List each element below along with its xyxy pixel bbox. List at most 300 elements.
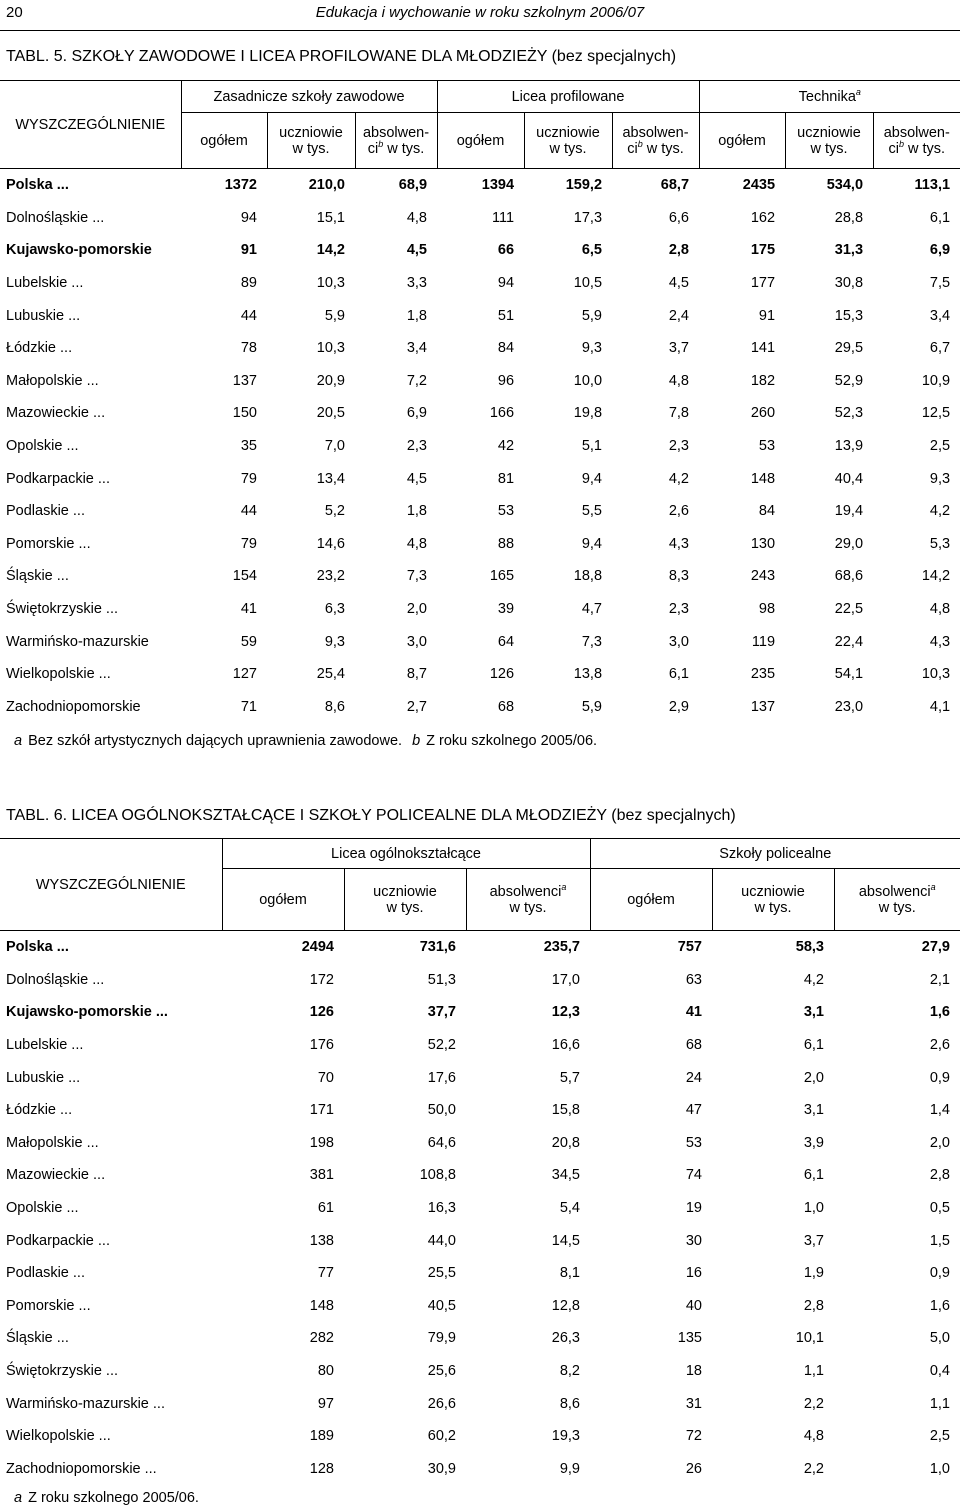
table-cell: 26,3 <box>551 1330 580 1347</box>
table-cell: 111 <box>491 209 515 226</box>
col-students: uczniowie w tys. <box>712 869 834 931</box>
table-cell: 31,3 <box>834 242 864 259</box>
table-cell: 6,1 <box>929 209 951 226</box>
table-cell: 81 <box>497 470 515 487</box>
table-cell: 1,6 <box>929 1297 950 1314</box>
col-total: ogółem <box>222 869 344 931</box>
table-cell: 68 <box>685 1037 702 1054</box>
table-cell: 10,1 <box>795 1330 824 1347</box>
table-cell: 10,9 <box>921 372 951 389</box>
region-name: Śląskie ... <box>6 568 69 585</box>
table-cell: 24 <box>685 1069 702 1086</box>
table-cell: 79 <box>240 470 257 487</box>
table-cell: 84 <box>758 503 776 520</box>
table-row <box>0 1453 960 1486</box>
table6-stub-header: WYSZCZEGÓLNIENIE <box>0 839 222 931</box>
table-cell: 4,8 <box>406 535 428 552</box>
table-cell: 44 <box>240 307 257 324</box>
table-cell: 26,6 <box>427 1395 456 1412</box>
table-cell: 189 <box>309 1428 334 1445</box>
table-cell: 4,7 <box>581 601 603 618</box>
region-name: Podkarpackie ... <box>6 470 110 487</box>
table-cell: 52,2 <box>427 1037 456 1054</box>
table-cell: 8,7 <box>406 666 428 683</box>
table-cell: 9,4 <box>581 470 603 487</box>
region-name: Dolnośląskie ... <box>6 209 105 226</box>
table6-body <box>0 931 960 1486</box>
table-cell: 34,5 <box>551 1167 580 1184</box>
table-cell: 51,3 <box>427 971 456 988</box>
table-cell: 19,3 <box>551 1428 580 1445</box>
table-row <box>0 495 960 528</box>
table-cell: 1,8 <box>406 307 428 324</box>
table-cell: 44,0 <box>427 1232 456 1249</box>
table-cell: 2435 <box>742 177 776 194</box>
table5-stub-header: WYSZCZEGÓLNIENIE <box>0 81 181 169</box>
table-cell: 159,2 <box>565 177 603 194</box>
table-row <box>0 996 960 1029</box>
table-cell: 63 <box>685 971 702 988</box>
table-row <box>0 169 960 202</box>
table-row <box>0 1322 960 1355</box>
table-cell: 15,8 <box>551 1102 580 1119</box>
table-cell: 89 <box>240 275 257 292</box>
footnote-a-text: Bez szkół artystycznych dających uprawnienia zawodowe. <box>28 733 403 749</box>
table6-group-general-lyceums: Licea ogólnokształcące <box>222 839 590 869</box>
table-cell: 13,4 <box>316 470 345 487</box>
table-cell: 14,6 <box>316 535 345 552</box>
table5 <box>0 80 960 723</box>
table-cell: 40,4 <box>834 470 864 487</box>
table-row <box>0 1355 960 1388</box>
table-cell: 7,3 <box>581 633 603 650</box>
region-name: Pomorskie ... <box>6 535 91 552</box>
table-row <box>0 625 960 658</box>
table-cell: 91 <box>240 242 257 259</box>
table-cell: 8,6 <box>324 698 345 715</box>
table-cell: 235,7 <box>543 939 580 956</box>
table-cell: 16 <box>685 1265 702 1282</box>
table-cell: 1,1 <box>803 1363 824 1380</box>
table-row <box>0 560 960 593</box>
table-cell: 18,8 <box>573 568 603 585</box>
table-cell: 4,2 <box>803 971 824 988</box>
table-cell: 126 <box>489 666 515 683</box>
table-row <box>0 691 960 724</box>
table-cell: 1,1 <box>929 1395 950 1412</box>
region-name: Łódzkie ... <box>6 1102 73 1119</box>
col-total: ogółem <box>181 113 267 169</box>
table-cell: 28,8 <box>834 209 864 226</box>
table-row <box>0 202 960 235</box>
table-cell: 4,5 <box>668 275 690 292</box>
table-cell: 52,3 <box>834 405 864 422</box>
col-total: ogółem <box>437 113 524 169</box>
table-cell: 9,3 <box>324 633 345 650</box>
table-cell: 4,8 <box>406 209 428 226</box>
footnote-marker: a <box>855 86 861 97</box>
table-cell: 1372 <box>224 177 257 194</box>
region-name: Lubelskie ... <box>6 275 84 292</box>
table-cell: 19,8 <box>573 405 603 422</box>
table-cell: 4,1 <box>929 698 951 715</box>
table-row <box>0 1159 960 1192</box>
table-cell: 108,8 <box>419 1167 456 1184</box>
table-cell: 26 <box>685 1460 702 1477</box>
table-cell: 98 <box>758 601 776 618</box>
table-cell: 31 <box>685 1395 702 1412</box>
table-cell: 243 <box>750 568 776 585</box>
table-cell: 154 <box>232 568 257 585</box>
table-row <box>0 1029 960 1062</box>
table-cell: 0,4 <box>929 1363 950 1380</box>
region-name: Wielkopolskie ... <box>6 1428 111 1445</box>
region-name: Kujawsko-pomorskie <box>6 242 152 259</box>
table-cell: 1,8 <box>406 503 428 520</box>
table-row <box>0 365 960 398</box>
table-cell: 79 <box>240 535 257 552</box>
table-cell: 17,0 <box>551 971 580 988</box>
table-cell: 13,8 <box>573 666 603 683</box>
col-students: uczniowie w tys. <box>524 113 612 169</box>
table-cell: 30,8 <box>834 275 864 292</box>
table-cell: 172 <box>309 971 334 988</box>
footnote-b-text: Z roku szkolnego 2005/06. <box>426 733 598 749</box>
table-cell: 4,8 <box>929 601 951 618</box>
table-cell: 6,1 <box>668 666 690 683</box>
table-cell: 4,2 <box>929 503 951 520</box>
table-cell: 14,5 <box>551 1232 580 1249</box>
region-name: Kujawsko-pomorskie ... <box>6 1004 168 1021</box>
table-cell: 3,1 <box>803 1102 824 1119</box>
table-cell: 138 <box>309 1232 334 1249</box>
table-cell: 80 <box>317 1363 334 1380</box>
table-row <box>0 234 960 267</box>
table-cell: 6,5 <box>581 242 603 259</box>
table-cell: 52,9 <box>834 372 864 389</box>
region-name: Polska ... <box>6 177 69 194</box>
table-cell: 53 <box>497 503 515 520</box>
col-graduates: absolwenci$^a$ w tys. <box>466 869 590 931</box>
table-cell: 41 <box>685 1004 702 1021</box>
table-cell: 12,8 <box>551 1297 580 1314</box>
table-cell: 2,0 <box>803 1069 824 1086</box>
col-total: ogółem <box>590 869 712 931</box>
table-cell: 6,9 <box>406 405 428 422</box>
table-cell: 0,5 <box>929 1200 950 1217</box>
table-cell: 10,3 <box>316 340 345 357</box>
table-cell: 9,4 <box>581 535 603 552</box>
col-graduates: absolwen- $ci^b$ w tys. <box>355 113 437 169</box>
table-row <box>0 430 960 463</box>
footnote-a-text: Z roku szkolnego 2005/06. <box>28 1490 199 1506</box>
region-name: Dolnośląskie ... <box>6 971 105 988</box>
table-cell: 1,9 <box>803 1265 824 1282</box>
table-cell: 91 <box>758 307 776 324</box>
table-cell: 137 <box>232 372 257 389</box>
table-cell: 1,6 <box>929 1004 950 1021</box>
table-cell: 20,8 <box>551 1134 580 1151</box>
table-cell: 58,3 <box>795 939 824 956</box>
region-name: Zachodniopomorskie <box>6 698 141 715</box>
table-row <box>0 332 960 365</box>
table-cell: 141 <box>750 340 776 357</box>
table-cell: 6,7 <box>929 340 951 357</box>
table-cell: 66 <box>497 242 515 259</box>
region-name: Świętokrzyskie ... <box>6 1363 118 1380</box>
table-cell: 9,9 <box>559 1460 580 1477</box>
col-graduates: absolwen- $ci^b$ w tys. <box>612 113 699 169</box>
table-cell: 7,3 <box>406 568 428 585</box>
table-cell: 14,2 <box>316 242 345 259</box>
table-row <box>0 1257 960 1290</box>
table-cell: 25,4 <box>316 666 345 683</box>
table-cell: 15,1 <box>316 209 345 226</box>
table-cell: 5,9 <box>581 698 603 715</box>
region-name: Zachodniopomorskie ... <box>6 1460 157 1477</box>
table-cell: 5,4 <box>559 1200 580 1217</box>
table-row <box>0 267 960 300</box>
region-name: Podlaskie ... <box>6 1265 85 1282</box>
table-cell: 2,8 <box>929 1167 950 1184</box>
table-row <box>0 658 960 691</box>
table-cell: 165 <box>489 568 515 585</box>
footnote-a-mark: a <box>14 733 23 749</box>
table-cell: 23,0 <box>834 698 864 715</box>
table-cell: 2,6 <box>929 1037 950 1054</box>
table-cell: 757 <box>677 939 702 956</box>
table-cell: 61 <box>317 1200 334 1217</box>
table-cell: 29,0 <box>834 535 864 552</box>
table-cell: 94 <box>497 275 515 292</box>
table-cell: 6,3 <box>324 601 345 618</box>
table-cell: 78 <box>240 340 257 357</box>
table-cell: 1394 <box>481 177 515 194</box>
region-name: Wielkopolskie ... <box>6 666 111 683</box>
table-row <box>0 1290 960 1323</box>
table5-group-vocational: Zasadnicze szkoły zawodowe <box>181 81 437 113</box>
table-cell: 1,5 <box>929 1232 950 1249</box>
table-cell: 17,6 <box>427 1069 456 1086</box>
table-cell: 6,9 <box>929 242 951 259</box>
table-row <box>0 1224 960 1257</box>
table-cell: 6,1 <box>803 1037 824 1054</box>
table-cell: 68,7 <box>660 177 690 194</box>
table-cell: 8,1 <box>559 1265 580 1282</box>
col-graduates: absolwenci$^a$ w tys. <box>834 869 960 931</box>
region-name: Lubuskie ... <box>6 1069 81 1086</box>
table-cell: 68,9 <box>398 177 428 194</box>
table-cell: 282 <box>309 1330 334 1347</box>
table5-group-technical: Technika$^a$ <box>699 81 960 113</box>
table-cell: 150 <box>232 405 257 422</box>
table5-title: TABL. 5. SZKOŁY ZAWODOWE I LICEA PROFILOWANE DLA MŁODZIEŻY (bez specjalnych) <box>6 48 677 65</box>
table-cell: 10,5 <box>573 275 603 292</box>
table-row <box>0 299 960 332</box>
table-cell: 47 <box>685 1102 702 1119</box>
table-cell: 2,1 <box>929 971 950 988</box>
region-name: Świętokrzyskie ... <box>6 601 118 618</box>
table-cell: 5,9 <box>581 307 603 324</box>
col-students: uczniowie w tys. <box>785 113 873 169</box>
table-row <box>0 593 960 626</box>
table-cell: 0,9 <box>929 1265 950 1282</box>
table-cell: 19 <box>685 1200 702 1217</box>
table-cell: 60,2 <box>427 1428 456 1445</box>
region-name: Mazowieckie ... <box>6 1167 106 1184</box>
table-cell: 2,3 <box>668 601 690 618</box>
table6-title: TABL. 6. LICEA OGÓLNOKSZTAŁCĄCE I SZKOŁY POLICEALNE DLA MŁODZIEŻY (bez specjalnych) <box>6 807 736 824</box>
table-cell: 10,0 <box>573 372 603 389</box>
table-cell: 5,1 <box>581 438 603 455</box>
table-cell: 70 <box>317 1069 334 1086</box>
table-cell: 44 <box>240 503 257 520</box>
table-cell: 84 <box>497 340 515 357</box>
table-cell: 74 <box>685 1167 702 1184</box>
table-cell: 9,3 <box>581 340 603 357</box>
col-graduates: absolwen- $ci^b$ w tys. <box>873 113 960 169</box>
table-cell: 10,3 <box>316 275 345 292</box>
table-cell: 8,2 <box>559 1363 580 1380</box>
table-cell: 17,3 <box>573 209 603 226</box>
table-cell: 64,6 <box>427 1134 456 1151</box>
region-name: Warmińsko-mazurskie ... <box>6 1395 165 1412</box>
table-cell: 68 <box>497 698 515 715</box>
table-cell: 148 <box>309 1297 334 1314</box>
table6-footnotes <box>14 1490 199 1506</box>
table-cell: 2,4 <box>668 307 690 324</box>
col-total: ogółem <box>699 113 785 169</box>
table-cell: 59 <box>240 633 257 650</box>
table-cell: 97 <box>317 1395 334 1412</box>
region-name: Śląskie ... <box>6 1330 69 1347</box>
table-cell: 22,5 <box>834 601 864 618</box>
table-row <box>0 1127 960 1160</box>
table-cell: 7,2 <box>406 372 428 389</box>
footnote-a-mark: a <box>14 1490 23 1506</box>
table-cell: 79,9 <box>427 1330 456 1347</box>
table-cell: 30,9 <box>427 1460 456 1477</box>
table-cell: 23,2 <box>316 568 345 585</box>
table-cell: 22,4 <box>834 633 864 650</box>
table-cell: 148 <box>750 470 776 487</box>
table-cell: 176 <box>309 1037 334 1054</box>
table-cell: 53 <box>685 1134 702 1151</box>
table-cell: 2,8 <box>803 1297 824 1314</box>
table-row <box>0 528 960 561</box>
table-cell: 0,9 <box>929 1069 950 1086</box>
table-cell: 51 <box>497 307 515 324</box>
table-cell: 16,6 <box>551 1037 580 1054</box>
col-students: uczniowie w tys. <box>344 869 466 931</box>
table-cell: 210,0 <box>308 177 345 194</box>
table-cell: 198 <box>309 1134 334 1151</box>
table-cell: 2494 <box>301 939 334 956</box>
table-cell: 2,3 <box>668 438 690 455</box>
table-cell: 29,5 <box>834 340 864 357</box>
table-cell: 171 <box>309 1102 334 1119</box>
region-name: Małopolskie ... <box>6 1134 99 1151</box>
table-cell: 2,5 <box>929 1428 950 1445</box>
table-cell: 2,2 <box>803 1395 824 1412</box>
table-cell: 2,3 <box>406 438 428 455</box>
table-row <box>0 1094 960 1127</box>
table-cell: 88 <box>497 535 515 552</box>
table-row <box>0 1192 960 1225</box>
table-cell: 3,7 <box>803 1232 824 1249</box>
table-cell: 12,3 <box>551 1004 580 1021</box>
table-cell: 1,0 <box>929 1460 950 1477</box>
table-cell: 3,0 <box>406 633 428 650</box>
table-cell: 8,3 <box>668 568 690 585</box>
table-cell: 3,9 <box>803 1134 824 1151</box>
table-cell: 4,3 <box>668 535 690 552</box>
table-cell: 2,0 <box>929 1134 950 1151</box>
table-cell: 6,6 <box>668 209 690 226</box>
table-cell: 127 <box>232 666 257 683</box>
region-name: Podlaskie ... <box>6 503 85 520</box>
table-cell: 64 <box>497 633 515 650</box>
table-cell: 2,9 <box>668 698 690 715</box>
region-name: Mazowieckie ... <box>6 405 106 422</box>
table-cell: 260 <box>750 405 776 422</box>
table-cell: 9,3 <box>929 470 951 487</box>
table-cell: 68,6 <box>834 568 864 585</box>
table-cell: 54,1 <box>834 666 864 683</box>
table-cell: 731,6 <box>419 939 456 956</box>
region-name: Łódzkie ... <box>6 340 73 357</box>
table-row <box>0 931 960 964</box>
table-cell: 3,1 <box>803 1004 824 1021</box>
table-cell: 10,3 <box>921 666 951 683</box>
table-cell: 137 <box>750 698 776 715</box>
region-name: Opolskie ... <box>6 438 79 455</box>
table-cell: 94 <box>240 209 257 226</box>
table-cell: 2,7 <box>406 698 428 715</box>
table-cell: 19,4 <box>834 503 864 520</box>
table-cell: 5,7 <box>559 1069 580 1086</box>
table-cell: 5,9 <box>324 307 345 324</box>
table-row <box>0 462 960 495</box>
table-cell: 128 <box>309 1460 334 1477</box>
running-title: Edukacja i wychowanie w roku szkolnym 2006/07 <box>315 4 645 21</box>
table-cell: 3,4 <box>929 307 951 324</box>
table-cell: 182 <box>750 372 776 389</box>
table5-body <box>0 169 960 724</box>
table-cell: 113,1 <box>914 177 951 194</box>
region-name: Małopolskie ... <box>6 372 99 389</box>
table-cell: 235 <box>750 666 776 683</box>
table-cell: 7,5 <box>929 275 951 292</box>
table-cell: 162 <box>750 209 776 226</box>
table-cell: 3,4 <box>406 340 428 357</box>
table-cell: 8,6 <box>559 1395 580 1412</box>
table-cell: 40 <box>685 1297 702 1314</box>
table-cell: 3,3 <box>406 275 428 292</box>
table-cell: 25,6 <box>427 1363 456 1380</box>
table-cell: 130 <box>750 535 776 552</box>
table-row <box>0 1420 960 1453</box>
col-students: uczniowie w tys. <box>267 113 355 169</box>
footnote-b-mark: b <box>412 733 421 749</box>
table-cell: 5,3 <box>929 535 951 552</box>
table-cell: 50,0 <box>427 1102 456 1119</box>
table-cell: 16,3 <box>427 1200 456 1217</box>
table6-group-post-secondary: Szkoły policealne <box>590 839 960 869</box>
table-cell: 77 <box>317 1265 334 1282</box>
table-cell: 18 <box>685 1363 702 1380</box>
table-cell: 12,5 <box>921 405 951 422</box>
